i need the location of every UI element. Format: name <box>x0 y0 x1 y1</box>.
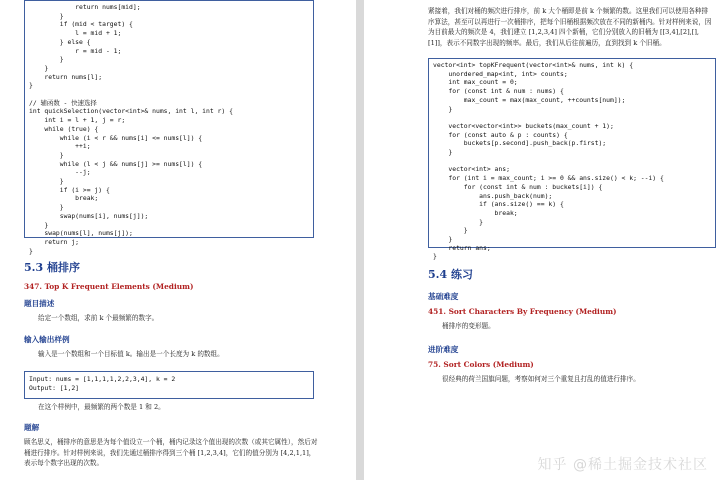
io-text: 输入是一个数组和一个目标值 k。输出是一个长度为 k 的数组。 <box>38 350 224 358</box>
solution-text: 顾名思义，桶排序的意思是为每个值设立一个桶，桶内记录这个值出现的次数（或其它属性），然后对桶进行排序。针对样例来说，我们先通过桶排序得到三个桶 [1,2,3,4]，它们的值分别为 [4,2,1,1]，表示每个数字出现的次数。 <box>24 438 318 467</box>
section-title-bucket-sort: 5.3 桶排序 <box>24 261 80 274</box>
problem-title-451: 451. Sort Characters By Frequency (Medium) <box>428 307 617 316</box>
page-gutter <box>356 0 364 480</box>
code-block-topk <box>428 58 716 261</box>
sample-io: Input: nums = [1,1,1,1,2,2,3,4], k = 2 Output: [1,2] <box>29 375 176 392</box>
sample-io-block <box>24 371 314 399</box>
heading-io-sample: 输入输出样例 <box>24 335 70 344</box>
advanced-text: 很经典的荷兰国旗问题，考察如何对三个重复且打乱的值进行排序。 <box>442 375 640 383</box>
code-quickselect: return nums[mid]; } if (mid < target) { l = mid + 1; } else { r = mid - 1; } } return nums[l]; } // 辅函数 - 快速选择 int quickSelection(vector<int>& nums, int l, int r) { int i = l + 1, j = r; while (true) { while (i < r && nums[i] <= nums[l]) { ++i; } while (l < j && nums[j] >= nums[l]) { --j; } if (i >= j) { break; } swap(nums[i], nums[j]); } swap(nums[l], nums[j]); return j; } <box>29 3 233 255</box>
code-topk: vector<int> topKFrequent(vector<int>& nums, int k) { unordered_map<int, int> counts; int max_count = 0; for (const int & num : nums) { max_count = max(max_count, ++counts[num]); } vector<vector<int>> buckets(max_count + 1); for (const auto & p : counts) { buckets[p.second].push_back(p.first); } vector<int> ans; for (int i = max_count; i >= 0 && ans.size() < k; --i) { for (const int & num : buckets[i]) { ans.push_back(num); if (ans.size() == k) { break; } } } return ans; } <box>433 61 664 261</box>
sample-note: 在这个样例中，最频繁的两个数是 1 和 2。 <box>38 403 165 411</box>
intro-text: 紧接着，我们对桶的频次进行排序，前 k 大个桶即是前 k 个频繁的数。这里我们可以使用各种排序算法，甚至可以再进行一次桶排序，把每个旧桶根据频次放在不同的新桶内。针对样例来说，因为目前最大的频次是 4，我们建立 [1,2,3,4] 四个新桶，它们分别放入的旧桶为 [[3,4],[2],[],[1]]，表示不同数字出现的频率。最后，我们从后往前遍历，直到找到 k 个旧桶。 <box>428 7 712 47</box>
description-text: 给定一个数组，求前 k 个最频繁的数字。 <box>38 314 159 322</box>
right-page <box>364 0 720 480</box>
problem-title-347: 347. Top K Frequent Elements (Medium) <box>24 282 194 291</box>
problem-title-75: 75. Sort Colors (Medium) <box>428 360 534 369</box>
watermark: 知乎 @稀土掘金技术社区 <box>537 457 708 473</box>
heading-advanced: 进阶难度 <box>428 345 459 354</box>
code-block-quickselect <box>24 0 314 255</box>
heading-basic: 基础难度 <box>428 292 459 301</box>
left-page <box>0 0 356 480</box>
heading-description: 题目描述 <box>24 299 55 308</box>
section-title-exercise: 5.4 练习 <box>428 268 473 281</box>
basic-text: 桶排序的变形题。 <box>442 322 495 330</box>
heading-solution: 题解 <box>24 423 40 432</box>
